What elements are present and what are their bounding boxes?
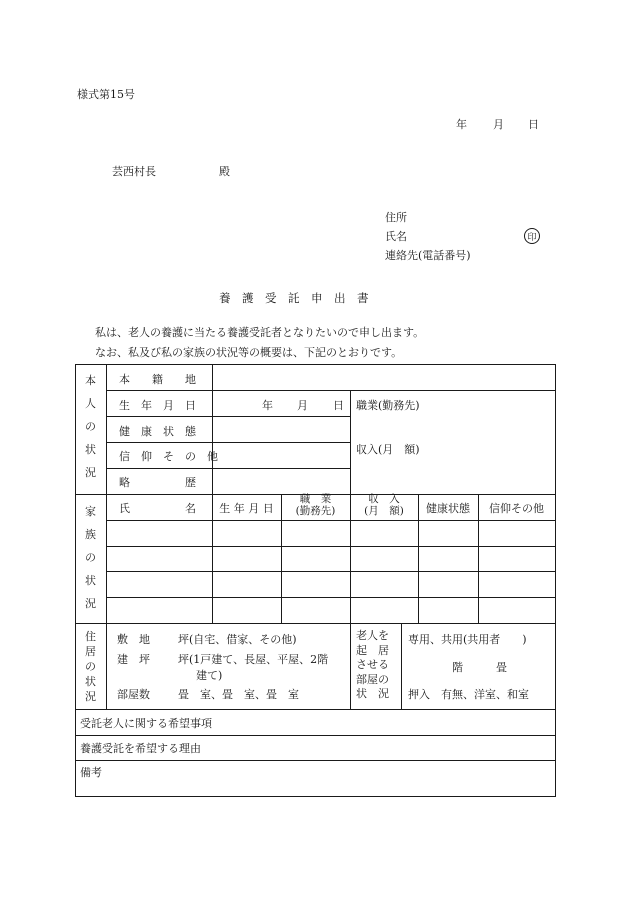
rooms-value: 畳 室、畳 室、畳 室 xyxy=(178,688,299,701)
birth-day: 日 xyxy=(333,399,344,412)
housing-section-label: 住 居 の 状 況 xyxy=(85,630,96,703)
building-value-1: 坪(1戸建て、長屋、平屋、2階 xyxy=(178,653,329,666)
intro-line-1: 私は、老人の養護に当たる養護受託者となりたいので申し出ます。 xyxy=(95,326,425,339)
building-label: 建 坪 xyxy=(117,653,150,666)
health-label: 健 康 状 態 xyxy=(119,425,196,438)
seal-mark: 印 xyxy=(524,228,540,244)
date-month: 月 xyxy=(493,118,504,131)
elder-room-label: 老人を 起 居 させる 部屋の 状 況 xyxy=(356,629,389,700)
applicant-contact-label: 連絡先(電話番号) xyxy=(385,249,471,262)
date-day: 日 xyxy=(528,118,539,131)
self-section-label: 本 人 の 状 況 xyxy=(85,374,96,479)
birth-year: 年 xyxy=(262,399,273,412)
room-usage: 専用、共用(共用者 ) xyxy=(408,633,527,646)
applicant-name-label: 氏名 xyxy=(385,230,407,243)
intro-line-2: なお、私及び私の家族の状況等の概要は、下記のとおりです。 xyxy=(95,346,403,359)
family-health-header: 健康状態 xyxy=(426,502,470,515)
family-income-header: 収 入 (月 額) xyxy=(364,493,404,517)
addressee-name: 芸西村長 xyxy=(112,165,156,178)
family-religion-header: 信仰その他 xyxy=(489,502,544,515)
religion-label: 信 仰 そ の 他 xyxy=(119,450,218,463)
reason-label: 養護受託を希望する理由 xyxy=(80,742,201,755)
birth-month: 月 xyxy=(297,399,308,412)
applicant-address-label: 住所 xyxy=(385,211,407,224)
site-label: 敷 地 xyxy=(117,633,150,646)
addressee-honorific: 殿 xyxy=(219,165,230,178)
rooms-label: 部屋数 xyxy=(117,688,150,701)
floor-tatami: 階 畳 xyxy=(452,661,507,674)
building-value-2: 建て) xyxy=(196,669,223,682)
family-birth-header: 生 年 月 日 xyxy=(219,502,274,515)
closet-info: 押入 有無、洋室、和室 xyxy=(408,688,529,701)
form-number: 様式第15号 xyxy=(77,88,135,101)
date-year: 年 xyxy=(456,118,467,131)
domicile-label: 本 籍 地 xyxy=(119,373,196,386)
remarks-label: 備考 xyxy=(80,766,102,779)
career-label: 略 歴 xyxy=(119,476,196,489)
occupation-label: 職業(勤務先) xyxy=(356,399,420,412)
family-section-label: 家 族 の 状 況 xyxy=(85,505,96,610)
site-value: 坪(自宅、借家、その他) xyxy=(178,633,297,646)
family-occupation-header: 職 業 (勤務先) xyxy=(295,493,336,517)
wishes-label: 受託老人に関する希望事項 xyxy=(80,717,212,730)
family-name-header: 氏 名 xyxy=(119,502,196,515)
document-title: 養 護 受 託 申 出 書 xyxy=(219,291,369,305)
birth-label: 生 年 月 日 xyxy=(119,399,196,412)
income-label: 収入(月 額) xyxy=(356,443,420,456)
